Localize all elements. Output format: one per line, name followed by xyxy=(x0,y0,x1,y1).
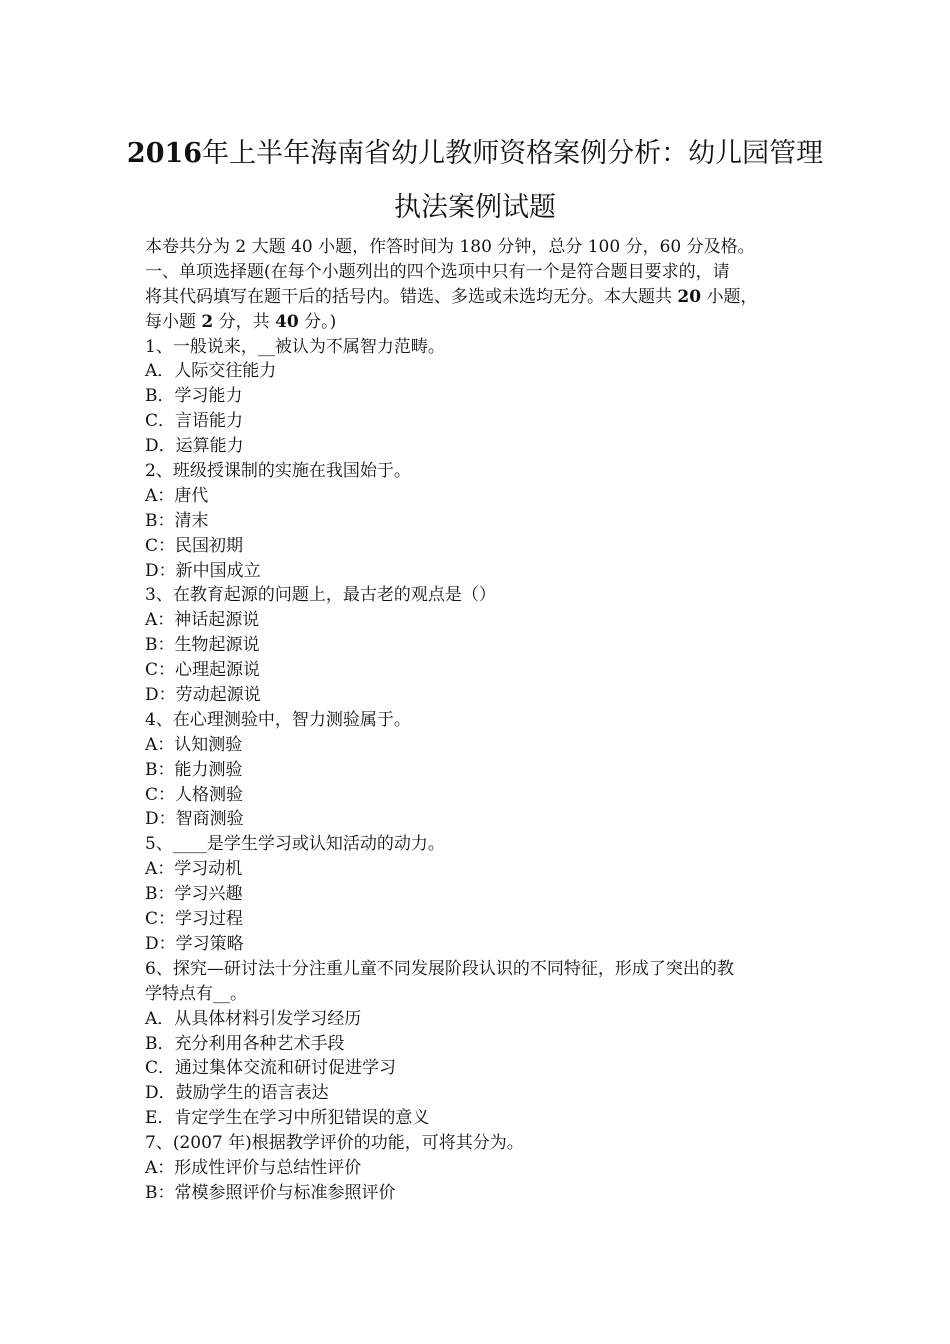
question-stem: 6、探究—研讨法十分注重儿童不同发展阶段认识的不同特征，形成了突出的教 xyxy=(145,958,734,979)
section-1-text: 小题， xyxy=(701,286,758,307)
answer-option: D：新中国成立 xyxy=(145,560,261,581)
section-1-text: 每小题 xyxy=(145,311,202,332)
answer-option: B：学习兴趣 xyxy=(145,884,243,905)
question-stem: 4、在心理测验中，智力测验属于。 xyxy=(145,709,411,730)
answer-option: D：智商测验 xyxy=(145,809,244,830)
points-per-question: 2 xyxy=(201,311,214,332)
answer-option: D：学习策略 xyxy=(145,933,244,954)
document-title-line-2: 执法案例试题 xyxy=(394,192,556,223)
section-1-instructions-line-3 xyxy=(145,310,810,335)
answer-option: B．学习能力 xyxy=(145,386,243,407)
section-1-text: 分。) xyxy=(298,311,337,332)
question-stem: 5、____是学生学习或认知活动的动力。 xyxy=(145,834,445,855)
answer-option: A．从具体材料引发学习经历 xyxy=(145,1008,362,1029)
answer-option: C：心理起源说 xyxy=(145,660,261,681)
answer-option: D．运算能力 xyxy=(145,436,244,457)
answer-option: B．充分利用各种艺术手段 xyxy=(145,1033,345,1054)
answer-option: B：能力测验 xyxy=(145,759,243,780)
answer-option: E．肯定学生在学习中所犯错误的意义 xyxy=(145,1108,430,1129)
question-count: 20 xyxy=(677,286,702,307)
answer-option: C：学习过程 xyxy=(145,909,244,930)
answer-option: B：清末 xyxy=(145,510,209,531)
answer-option: C．通过集体交流和研讨促进学习 xyxy=(145,1058,397,1079)
exam-intro: 本卷共分为 2 大题 40 小题，作答时间为 180 分钟，总分 100 分，60 分及格。 xyxy=(145,237,755,257)
answer-option: A：神话起源说 xyxy=(145,610,260,631)
question-stem: 2、班级授课制的实施在我国始于。 xyxy=(145,461,411,482)
title-line-1-text: 年上半年海南省幼儿教师资格案例分析：幼儿园管理 xyxy=(202,138,824,169)
answer-option: D．鼓励学生的语言表达 xyxy=(145,1083,329,1104)
question-stem: 1、一般说来，__被认为不属智力范畴。 xyxy=(145,336,445,357)
question-stem: 7、(2007 年)根据教学评价的功能，可将其分为。 xyxy=(145,1133,524,1154)
answer-option: A．人际交往能力 xyxy=(145,361,277,382)
section-1-text: 分，共 xyxy=(213,311,276,332)
answer-option: A：认知测验 xyxy=(145,734,243,755)
section-total-points: 40 xyxy=(275,311,299,332)
question-stem: 3、在教育起源的问题上，最古老的观点是（） xyxy=(145,585,496,606)
answer-option: A：唐代 xyxy=(145,485,209,506)
answer-option: A：学习动机 xyxy=(145,859,243,880)
section-1-instructions-line-2 xyxy=(145,285,810,310)
answer-option: B：常模参照评价与标准参照评价 xyxy=(145,1182,396,1203)
answer-option: C：民国初期 xyxy=(145,535,244,556)
answer-option: C．言语能力 xyxy=(145,411,244,432)
section-1-instructions-line-1: 一、单项选择题(在每个小题列出的四个选项中只有一个是符合题目要求的，请 xyxy=(145,261,730,282)
answer-option: A：形成性评价与总结性评价 xyxy=(145,1157,362,1178)
title-year: 2016 xyxy=(126,138,203,169)
answer-option: D：劳动起源说 xyxy=(145,685,261,706)
document-title-line-1 xyxy=(60,131,890,170)
document-body xyxy=(145,235,810,1206)
section-1-text: 将其代码填写在题干后的括号内。错选、多选或未选均无分。本大题共 xyxy=(145,286,678,307)
question-stem-continued: 学特点有__。 xyxy=(145,983,247,1004)
answer-option: C：人格测验 xyxy=(145,784,244,805)
answer-option: B：生物起源说 xyxy=(145,635,260,656)
